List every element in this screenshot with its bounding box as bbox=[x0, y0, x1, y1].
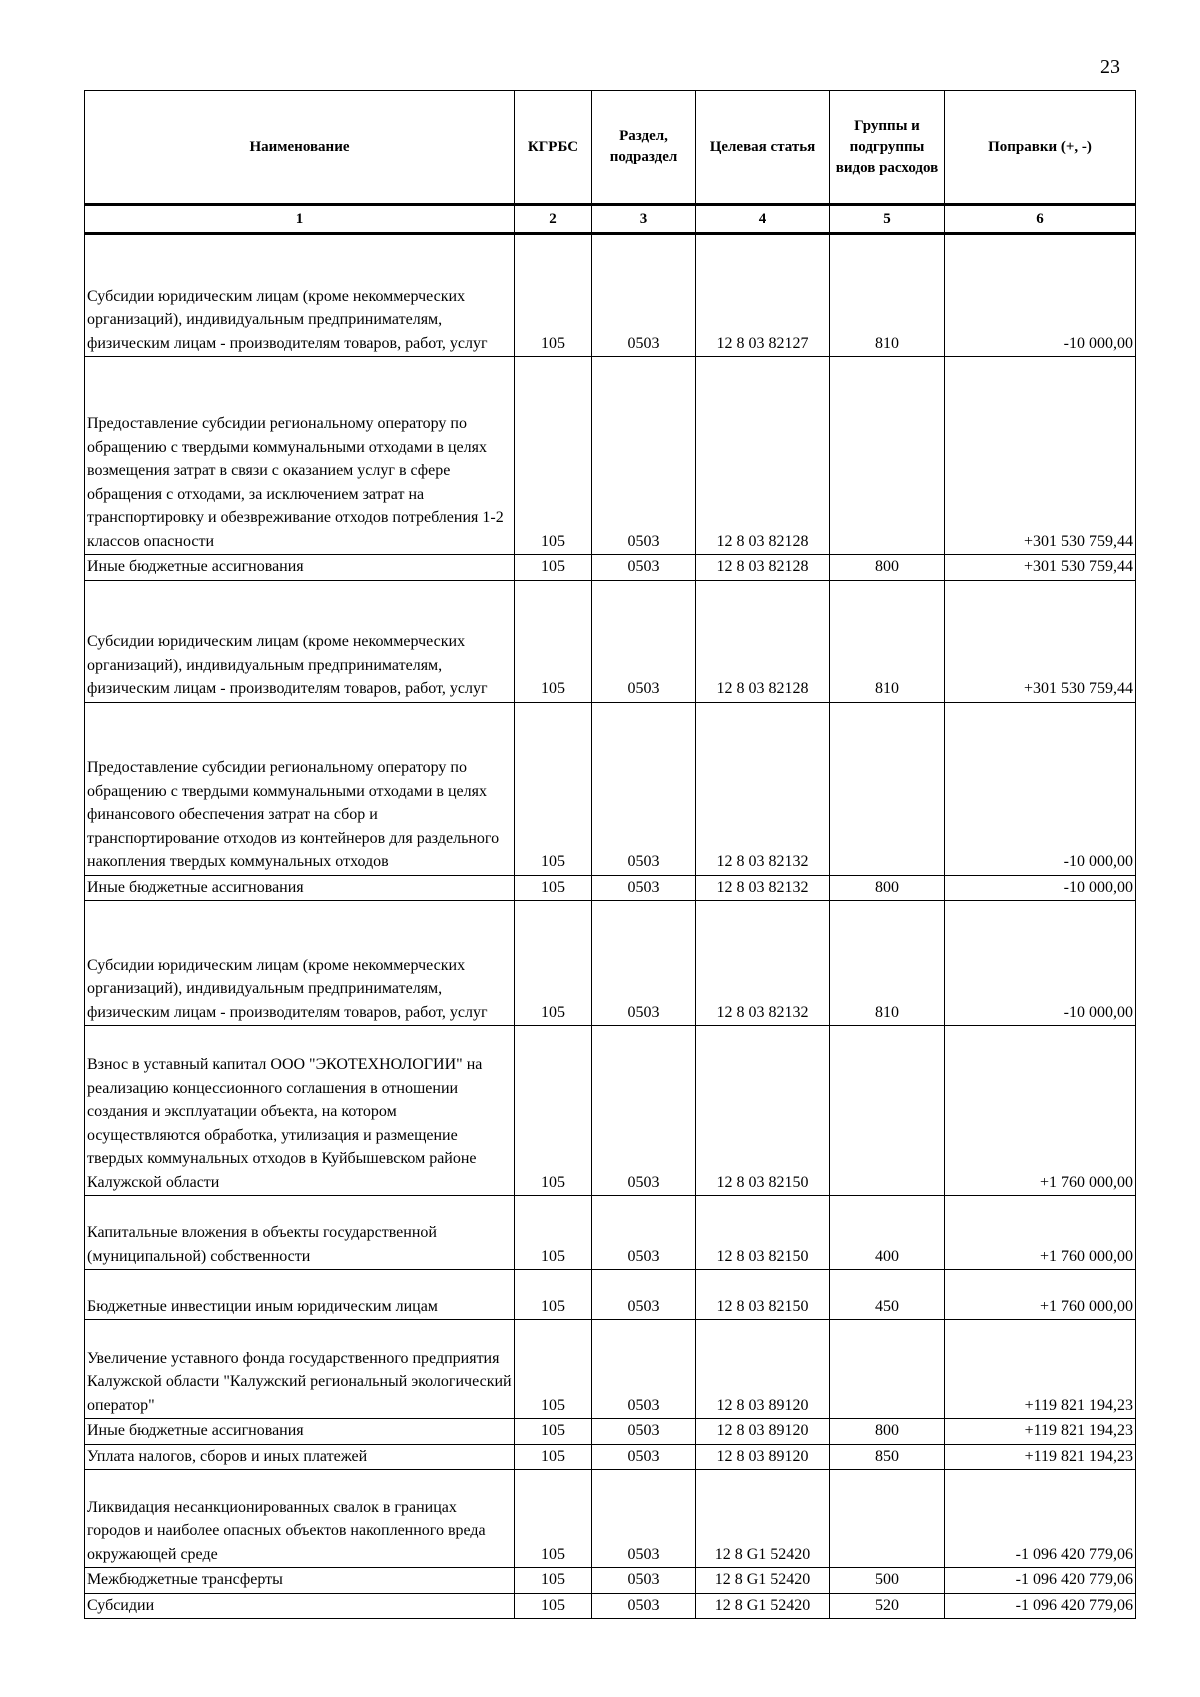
row-target: 12 8 03 82150 bbox=[696, 1270, 830, 1320]
row-target: 12 8 03 82127 bbox=[696, 234, 830, 357]
row-group bbox=[830, 702, 945, 875]
row-amount: -10 000,00 bbox=[945, 875, 1136, 901]
row-target: 12 8 03 82132 bbox=[696, 901, 830, 1026]
column-number-row bbox=[85, 205, 1136, 234]
table-row bbox=[85, 1444, 1136, 1470]
row-amount: +301 530 759,44 bbox=[945, 580, 1136, 702]
row-amount: -1 096 420 779,06 bbox=[945, 1593, 1136, 1619]
row-target: 12 8 03 89120 bbox=[696, 1444, 830, 1470]
row-kgrbs: 105 bbox=[515, 1444, 592, 1470]
row-amount: -10 000,00 bbox=[945, 702, 1136, 875]
row-target: 12 8 03 82132 bbox=[696, 702, 830, 875]
table-row bbox=[85, 234, 1136, 357]
table-row bbox=[85, 1419, 1136, 1445]
row-target: 12 8 G1 52420 bbox=[696, 1470, 830, 1568]
row-target: 12 8 03 82132 bbox=[696, 875, 830, 901]
row-name: Взнос в уставный капитал ООО "ЭКОТЕХНОЛОГИИ" на реализацию концессионного соглашения в отношении создания и эксплуатации объекта, на котором осуществляются обработка, утилизация и размещение твердых коммунальных отходов в Куйбышевском районе Калужской области bbox=[85, 1026, 515, 1196]
row-target: 12 8 03 82128 bbox=[696, 555, 830, 581]
row-kgrbs: 105 bbox=[515, 1026, 592, 1196]
row-target: 12 8 G1 52420 bbox=[696, 1568, 830, 1594]
header-name: Наименование bbox=[85, 91, 515, 205]
row-kgrbs: 105 bbox=[515, 1196, 592, 1270]
row-amount: -1 096 420 779,06 bbox=[945, 1470, 1136, 1568]
table-row bbox=[85, 702, 1136, 875]
row-name: Субсидии bbox=[85, 1593, 515, 1619]
column-number: 3 bbox=[592, 205, 696, 234]
row-section: 0503 bbox=[592, 555, 696, 581]
row-name: Предоставление субсидии региональному оператору по обращению с твердыми коммунальными отходами в целях финансового обеспечения затрат на сбор и транспортирование отходов из контейнеров для раздельного накопления твердых коммунальных отходов bbox=[85, 702, 515, 875]
row-kgrbs: 105 bbox=[515, 555, 592, 581]
row-target: 12 8 G1 52420 bbox=[696, 1593, 830, 1619]
row-kgrbs: 105 bbox=[515, 1593, 592, 1619]
row-target: 12 8 03 89120 bbox=[696, 1419, 830, 1445]
row-group: 810 bbox=[830, 580, 945, 702]
row-name: Субсидии юридическим лицам (кроме некоммерческих организаций), индивидуальным предпринимателям, физическим лицам - производителям товаров, работ, услуг bbox=[85, 580, 515, 702]
row-section: 0503 bbox=[592, 702, 696, 875]
row-name: Капитальные вложения в объекты государственной (муниципальной) собственности bbox=[85, 1196, 515, 1270]
row-group: 450 bbox=[830, 1270, 945, 1320]
row-amount: +1 760 000,00 bbox=[945, 1270, 1136, 1320]
row-name: Иные бюджетные ассигнования bbox=[85, 555, 515, 581]
row-section: 0503 bbox=[592, 1593, 696, 1619]
table-row bbox=[85, 1196, 1136, 1270]
table-row bbox=[85, 1470, 1136, 1568]
page-number: 23 bbox=[1100, 56, 1120, 78]
row-group: 500 bbox=[830, 1568, 945, 1594]
column-number: 1 bbox=[85, 205, 515, 234]
table-row bbox=[85, 555, 1136, 581]
row-name: Ликвидация несанкционированных свалок в границах городов и наиболее опасных объектов накопленного вреда окружающей среде bbox=[85, 1470, 515, 1568]
row-kgrbs: 105 bbox=[515, 702, 592, 875]
table-row bbox=[85, 1593, 1136, 1619]
table-row bbox=[85, 1320, 1136, 1419]
row-amount: +301 530 759,44 bbox=[945, 555, 1136, 581]
row-section: 0503 bbox=[592, 1320, 696, 1419]
row-amount: +301 530 759,44 bbox=[945, 357, 1136, 555]
header-kgrbs: КГРБС bbox=[515, 91, 592, 205]
row-group: 400 bbox=[830, 1196, 945, 1270]
row-group: 850 bbox=[830, 1444, 945, 1470]
row-section: 0503 bbox=[592, 875, 696, 901]
row-group bbox=[830, 1026, 945, 1196]
row-section: 0503 bbox=[592, 1026, 696, 1196]
row-group: 800 bbox=[830, 1419, 945, 1445]
row-group: 810 bbox=[830, 234, 945, 357]
row-group: 800 bbox=[830, 875, 945, 901]
row-section: 0503 bbox=[592, 1444, 696, 1470]
column-number: 6 bbox=[945, 205, 1136, 234]
budget-amendments-table bbox=[84, 90, 1136, 1619]
row-group: 810 bbox=[830, 901, 945, 1026]
row-kgrbs: 105 bbox=[515, 875, 592, 901]
row-amount: +1 760 000,00 bbox=[945, 1026, 1136, 1196]
column-number: 2 bbox=[515, 205, 592, 234]
row-name: Иные бюджетные ассигнования bbox=[85, 1419, 515, 1445]
row-name: Увеличение уставного фонда государственного предприятия Калужской области "Калужский региональный экологический оператор" bbox=[85, 1320, 515, 1419]
table-row bbox=[85, 901, 1136, 1026]
row-amount: +1 760 000,00 bbox=[945, 1196, 1136, 1270]
row-section: 0503 bbox=[592, 1419, 696, 1445]
row-group bbox=[830, 1320, 945, 1419]
row-name: Уплата налогов, сборов и иных платежей bbox=[85, 1444, 515, 1470]
row-target: 12 8 03 82150 bbox=[696, 1196, 830, 1270]
row-section: 0503 bbox=[592, 1470, 696, 1568]
row-target: 12 8 03 89120 bbox=[696, 1320, 830, 1419]
row-name: Межбюджетные трансферты bbox=[85, 1568, 515, 1594]
row-group bbox=[830, 1470, 945, 1568]
column-number: 5 bbox=[830, 205, 945, 234]
row-kgrbs: 105 bbox=[515, 1419, 592, 1445]
row-kgrbs: 105 bbox=[515, 1470, 592, 1568]
row-amount: +119 821 194,23 bbox=[945, 1320, 1136, 1419]
row-section: 0503 bbox=[592, 1270, 696, 1320]
header-amendments: Поправки (+, -) bbox=[945, 91, 1136, 205]
row-name: Бюджетные инвестиции иным юридическим лицам bbox=[85, 1270, 515, 1320]
row-kgrbs: 105 bbox=[515, 1568, 592, 1594]
row-group: 520 bbox=[830, 1593, 945, 1619]
row-section: 0503 bbox=[592, 1196, 696, 1270]
row-amount: +119 821 194,23 bbox=[945, 1419, 1136, 1445]
table-row bbox=[85, 1568, 1136, 1594]
row-amount: -10 000,00 bbox=[945, 901, 1136, 1026]
table-row bbox=[85, 1026, 1136, 1196]
row-name: Предоставление субсидии региональному оператору по обращению с твердыми коммунальными отходами в целях возмещения затрат в связи с оказанием услуг в сфере обращения с отходами, за исключением затрат на транспортировку и обезвреживание отходов потребления 1-2 классов опасности bbox=[85, 357, 515, 555]
row-section: 0503 bbox=[592, 901, 696, 1026]
table-row bbox=[85, 357, 1136, 555]
row-section: 0503 bbox=[592, 234, 696, 357]
row-name: Субсидии юридическим лицам (кроме некоммерческих организаций), индивидуальным предпринимателям, физическим лицам - производителям товаров, работ, услуг bbox=[85, 234, 515, 357]
header-section: Раздел, подраздел bbox=[592, 91, 696, 205]
row-target: 12 8 03 82150 bbox=[696, 1026, 830, 1196]
row-group bbox=[830, 357, 945, 555]
header-target: Целевая статья bbox=[696, 91, 830, 205]
row-name: Субсидии юридическим лицам (кроме некоммерческих организаций), индивидуальным предпринимателям, физическим лицам - производителям товаров, работ, услуг bbox=[85, 901, 515, 1026]
table-row bbox=[85, 875, 1136, 901]
row-section: 0503 bbox=[592, 580, 696, 702]
row-section: 0503 bbox=[592, 357, 696, 555]
row-amount: -10 000,00 bbox=[945, 234, 1136, 357]
table-row bbox=[85, 580, 1136, 702]
row-kgrbs: 105 bbox=[515, 1270, 592, 1320]
table-row bbox=[85, 1270, 1136, 1320]
row-kgrbs: 105 bbox=[515, 357, 592, 555]
row-amount: +119 821 194,23 bbox=[945, 1444, 1136, 1470]
row-kgrbs: 105 bbox=[515, 234, 592, 357]
table-header-row bbox=[85, 91, 1136, 205]
row-kgrbs: 105 bbox=[515, 580, 592, 702]
row-section: 0503 bbox=[592, 1568, 696, 1594]
row-target: 12 8 03 82128 bbox=[696, 357, 830, 555]
row-kgrbs: 105 bbox=[515, 1320, 592, 1419]
row-name: Иные бюджетные ассигнования bbox=[85, 875, 515, 901]
row-group: 800 bbox=[830, 555, 945, 581]
row-kgrbs: 105 bbox=[515, 901, 592, 1026]
row-target: 12 8 03 82128 bbox=[696, 580, 830, 702]
column-number: 4 bbox=[696, 205, 830, 234]
row-amount: -1 096 420 779,06 bbox=[945, 1568, 1136, 1594]
header-groups: Группы и подгруппы видов расходов bbox=[830, 91, 945, 205]
